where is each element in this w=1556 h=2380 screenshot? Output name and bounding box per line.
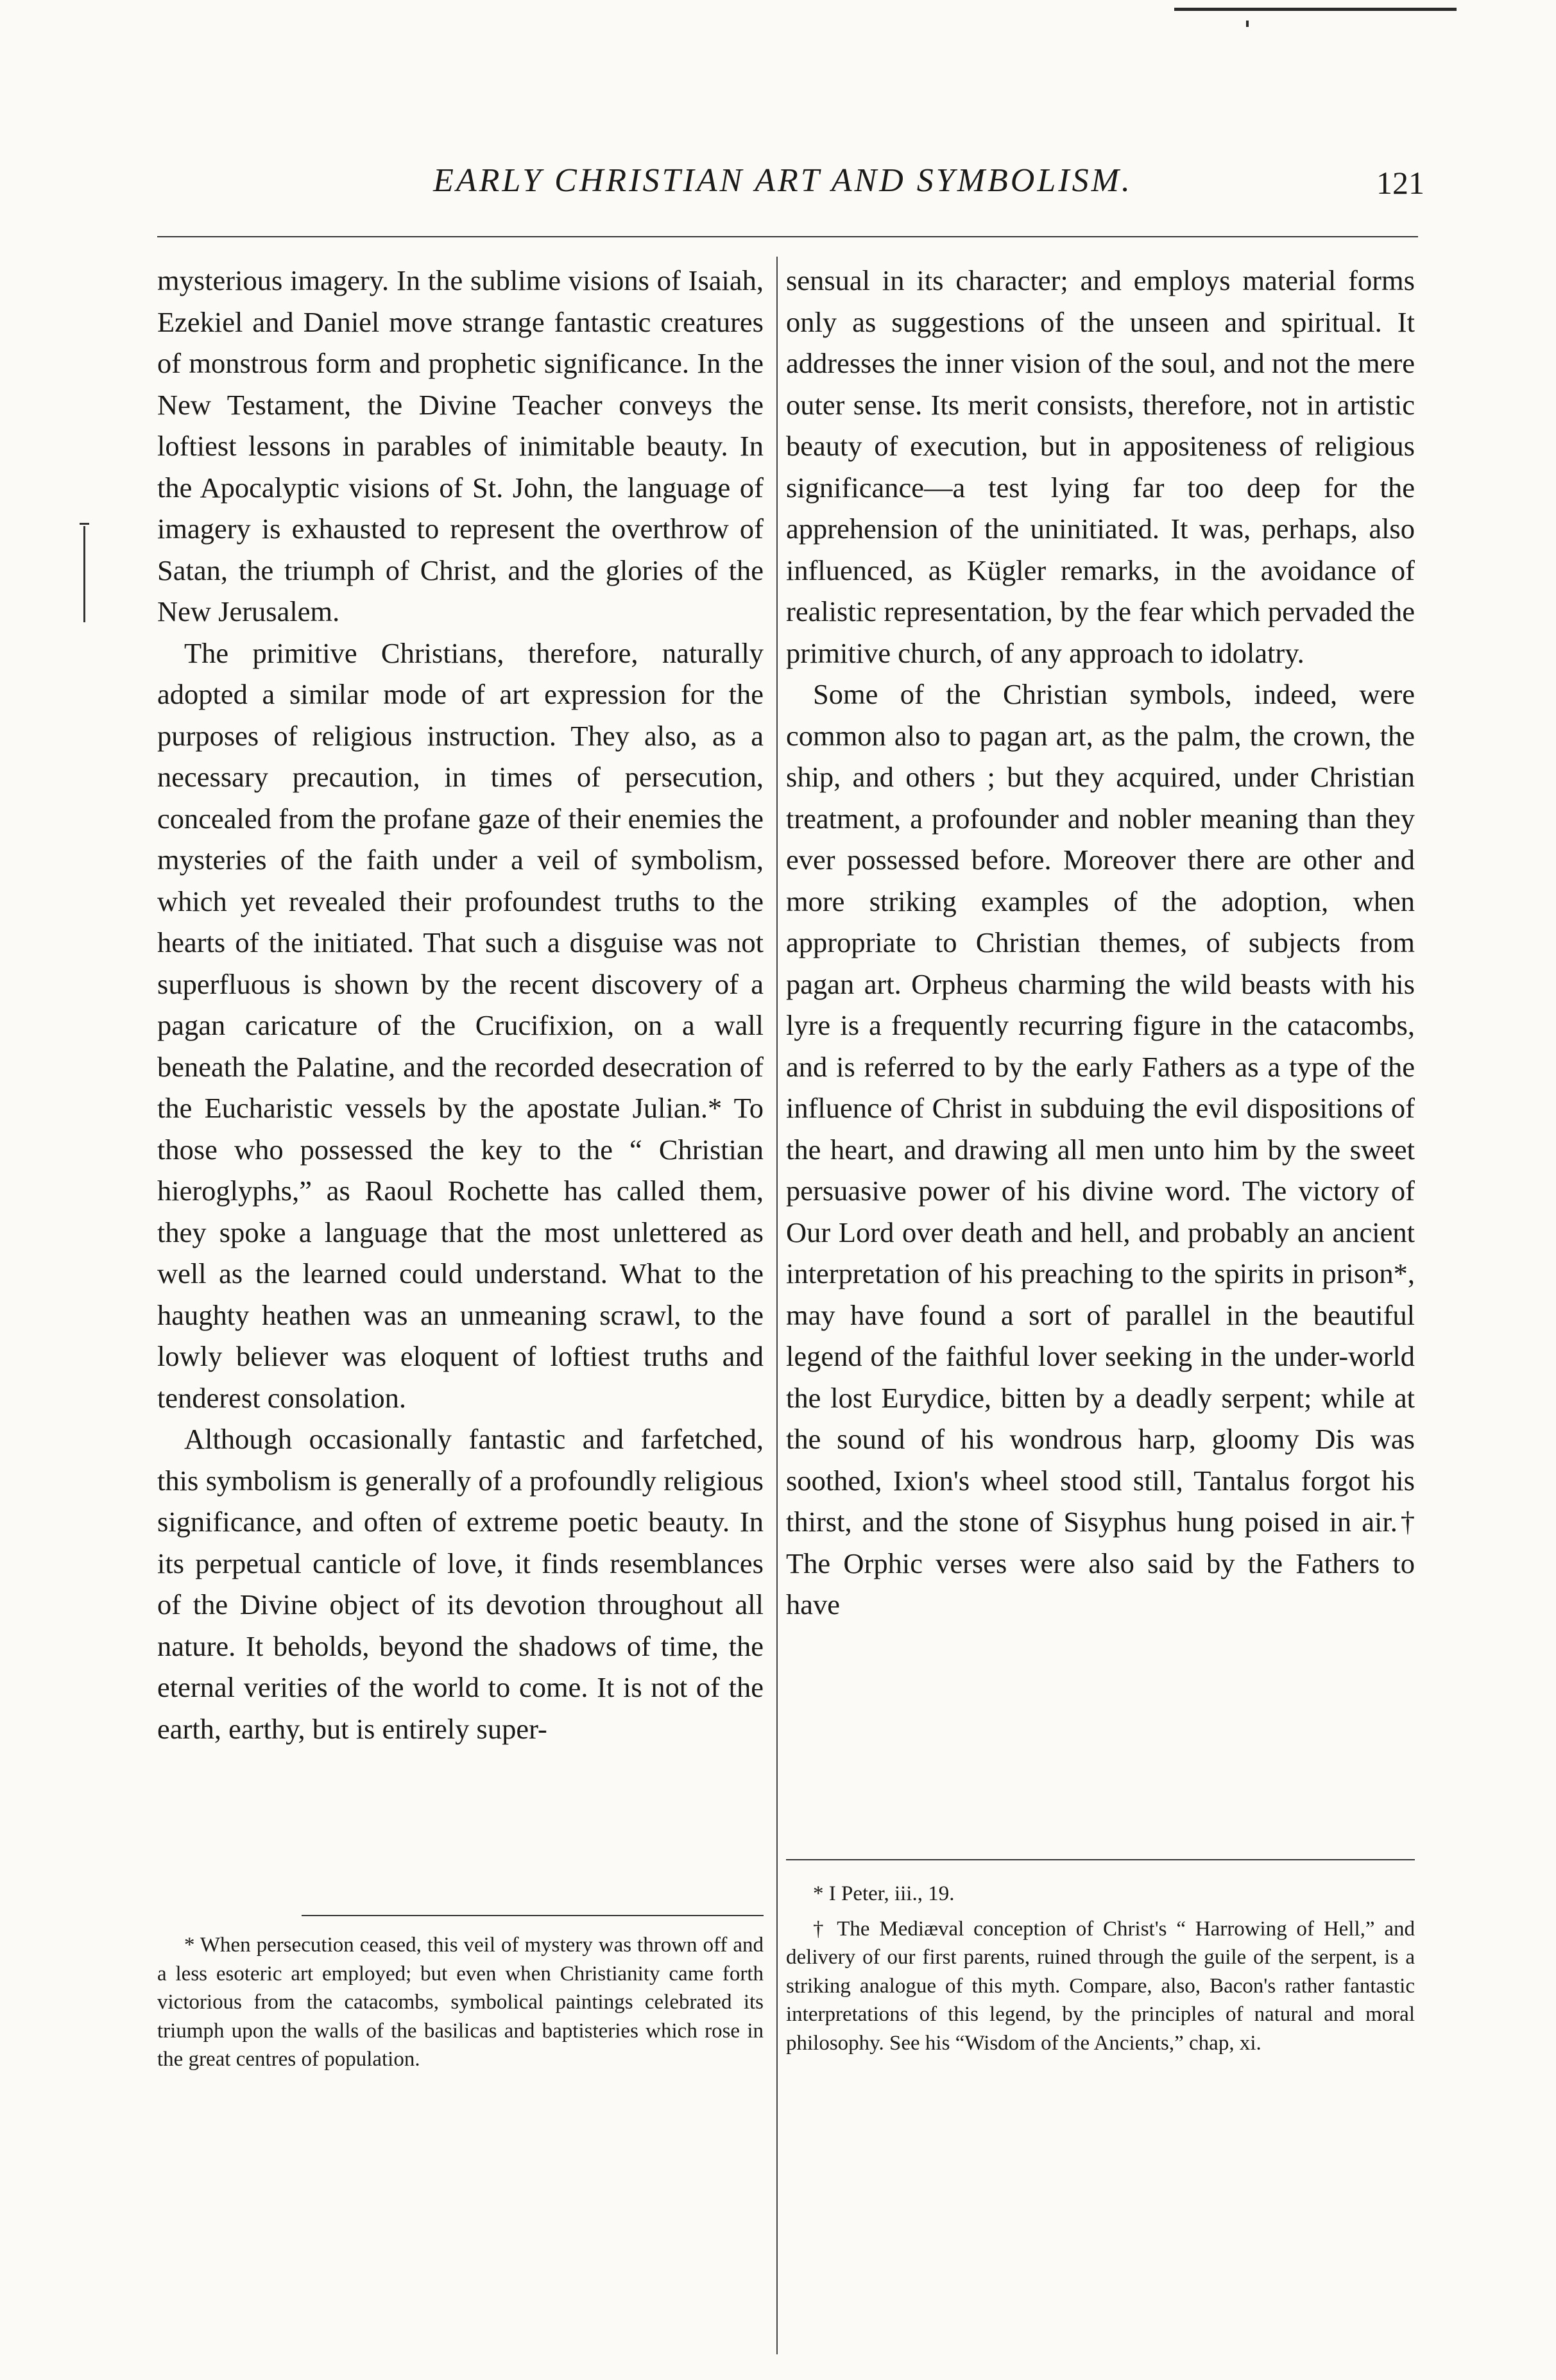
left-column: [157, 260, 764, 1749]
margin-mark-cap: [80, 523, 89, 525]
column-divider: [776, 257, 778, 2354]
page-header: [157, 162, 1424, 213]
right-paragraph-1: sensual in its character; and employs material forms only as suggestions of the unseen and spiritual. It addresses the inner vision of the soul, and not the mere outer sense. Its merit consists, therefore, not in artistic beauty of execution, but in appositeness of religious significance—a test lying far too deep for the apprehension of the uninitiated. It was, perhaps, also influenced, as Kügler remarks, in the avoidance of realistic representation, by the fear which pervaded the primitive church, of any approach to idolatry.: [786, 264, 1415, 669]
left-paragraph-1: mysterious imagery. In the sublime visions of Isaiah, Ezekiel and Daniel move strange fantastic creatures of monstrous form and prophetic significance. In the New Testament, the Divine Teacher conveys the loftiest lessons in parables of inimitable beauty. In the Apocalyptic visions of St. John, the language of imagery is exhausted to represent the overthrow of Satan, the triumph of Christ, and the glories of the New Jerusalem.: [157, 264, 764, 627]
top-edge-mark: [1246, 21, 1249, 27]
left-paragraph-3: Although occasionally fantastic and farfetched, this symbolism is generally of a profoundly religious significance, and often of extreme poetic beauty. In its perpetual canticle of love, it finds resemblances of the Divine object of its devotion throughout all nature. It beholds, beyond the shadows of time, the eternal verities of the world to come. It is not of the earth, earthy, but is entirely super-: [157, 1423, 764, 1745]
left-footnotes: [157, 1931, 764, 2074]
right-footnotes: [786, 1880, 1415, 2057]
left-footnote-rule: [302, 1915, 764, 1916]
right-footnote-rule: [786, 1859, 1415, 1860]
running-title: EARLY CHRISTIAN ART AND SYMBOLISM.: [433, 162, 1133, 199]
right-footnote-2: † The Mediæval conception of Christ's “ Harrowing of Hell,” and delivery of our first parents, ruined through the guile of the serpent, is a striking analogue of this myth. Compare, also, Bacon's rather fantastic interpretations of this legend, by the principles of natural and moral philosophy. See his “Wisdom of the Ancients,” chap, xi.: [786, 1917, 1415, 2055]
page-number: 121: [1376, 165, 1424, 201]
right-paragraph-2: Some of the Christian symbols, indeed, were common also to pagan art, as the palm, the crown, the ship, and others ; but they acquired, under Christian treatment, a profounder and nobler meaning than they ever possessed before. Moreover there are other and more striking examples of the adoption, when appropriate to Christian themes, of subjects from pagan art. Orpheus charming the wild beasts with his lyre is a frequently recurring figure in the catacombs, and is referred to by the early Fathers as a type of the influence of Christ in subduing the evil dispositions of the heart, and drawing all men unto him by the sweet persuasive power of his divine word. The victory of Our Lord over death and hell, and probably an ancient interpretation of his preaching to the spirits in prison*, may have found a sort of parallel in the beautiful legend of the faithful lover seeking in the under-world the lost Eurydice, bitten by a deadly serpent; while at the sound of his wondrous harp, gloomy Dis was soothed, Ixion's wheel stood still, Tantalus forgot his thirst, and the stone of Sisyphus hung poised in air.† The Orphic verses were also said by the Fathers to have: [786, 678, 1415, 1620]
left-footnote: * When persecution ceased, this veil of mystery was thrown off and a less esoteric art employed; but even when Christianity came forth victorious from the catacombs, symbolical paintings celebrated its triumph upon the walls of the basilicas and baptisteries which rose in the great centres of population.: [157, 1934, 764, 2071]
margin-mark: [83, 526, 85, 622]
left-paragraph-2: The primitive Christians, therefore, naturally adopted a similar mode of art expression for the purposes of religious instruction. They also, as a necessary precaution, in times of persecution, concealed from the profane gaze of their enemies the mysteries of the faith under a veil of symbolism, which yet revealed their profoundest truths to the hearts of the initiated. That such a disguise was not superfluous is shown by the recent discovery of a pagan caricature of the Crucifixion, on a wall beneath the Palatine, and the recorded desecration of the Eucharistic vessels by the apostate Julian.* To those who possessed the key to the “ Christian hieroglyphs,” as Raoul Rochette has called them, they spoke a language that the most unlettered as well as the learned could understand. What to the haughty heathen was an unmeaning scrawl, to the lowly believer was eloquent of loftiest truths and tenderest consolation.: [157, 636, 764, 1414]
right-footnote-1: * I Peter, iii., 19.: [813, 1882, 955, 1905]
top-edge-rule: [1174, 8, 1457, 11]
header-rule: [157, 236, 1418, 237]
right-column: [786, 260, 1415, 1626]
